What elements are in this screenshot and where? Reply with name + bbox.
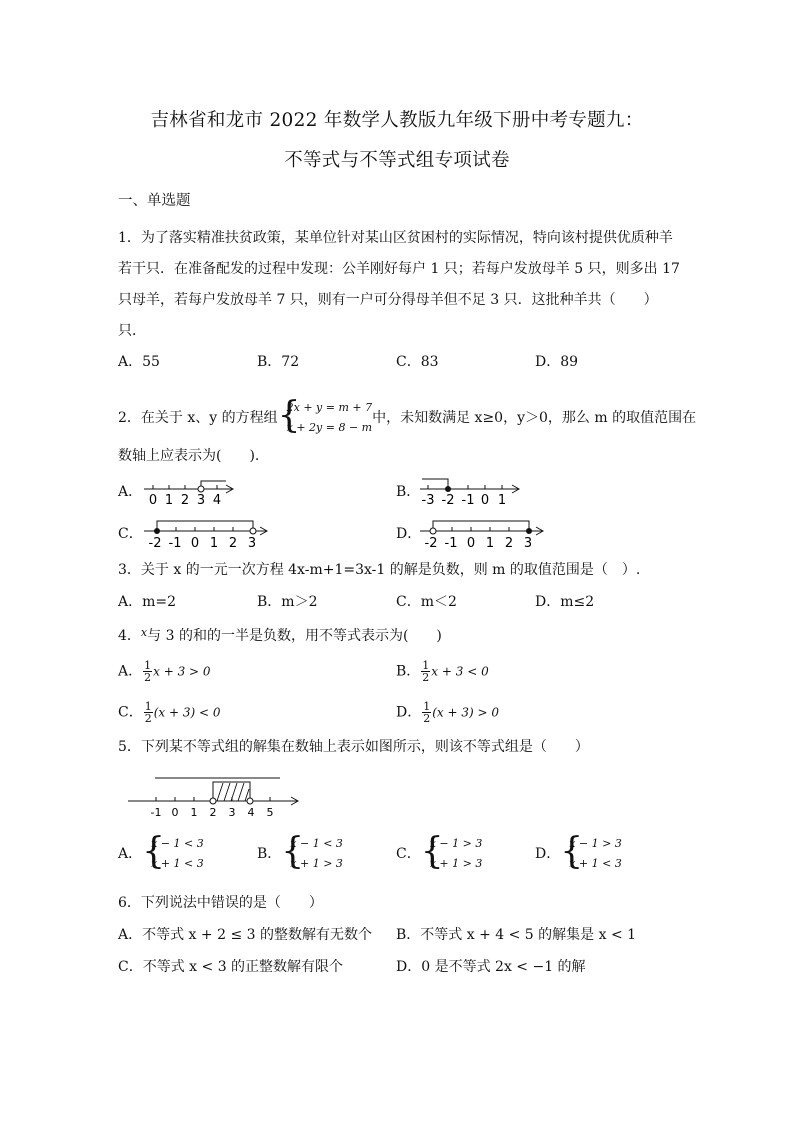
option-label: A． [118,663,143,680]
one-half-fraction [143,660,152,683]
q4-option-b[interactable] [396,660,489,683]
q3-option-a[interactable]: A．m=2 [118,594,177,610]
q2-suffix: 中，未知数满足 x≥0，y＞0，那么 m 的取值范围在 [372,410,697,426]
inequality-row: x + 1 > 3 [290,857,343,870]
q2-option-b-number-line[interactable] [416,474,526,508]
q1-line2: 若干只．在准备配发的过程中发现：公羊刚好每户 1 只；若每户发放母羊 5 只，则多出 17 [118,261,680,277]
q2-eq1: 2x + y = m + 7 [286,401,373,414]
q2-line2: 数轴上应表示为( ). [118,448,260,464]
q5-option-d[interactable] [535,831,622,874]
option-label: C． [118,704,143,721]
q2-option-c-number-line[interactable] [140,514,275,550]
inequality-system [420,831,483,874]
tick-label: -2 [441,493,455,508]
one-half-fraction [421,660,430,683]
q6-option-c[interactable]: C．不等式 x < 3 的正整数解有限个 [118,959,344,975]
expression: (x + 3) > 0 [432,705,500,720]
inequality-row: x − 1 > 3 [569,837,622,850]
inequality-row: x + 1 > 3 [429,857,483,870]
q5-option-b[interactable] [257,831,343,874]
inequality-system [281,831,343,874]
q6-option-b[interactable]: B．不等式 x + 4 < 5 的解集是 x < 1 [396,927,637,943]
left-brace-icon: { [420,831,444,872]
option-label: B． [396,663,421,680]
option-label: C． [396,846,421,862]
tick-label: -1 [461,493,475,508]
inequality-row: x − 1 < 3 [151,837,204,850]
inequality-system [142,831,204,874]
q2-option-d-number-line[interactable] [416,514,551,550]
q2-option-a-number-line[interactable] [140,474,240,508]
q2-line1 [118,395,697,438]
expression: (x + 3) < 0 [153,705,221,720]
q4-number: 4． [118,628,141,644]
page-title-line1: 吉林省和龙市 2022 年数学人教版九年级下册中考专题九： [150,110,644,131]
q5-option-a[interactable] [118,831,204,874]
inequality-system [560,831,622,874]
tick-label: 0 [480,493,490,508]
q4-variable: x [140,626,148,639]
tick-label: -1 [444,536,458,550]
q6-option-a[interactable]: A．不等式 x + 2 ≤ 3 的整数解有无数个 [118,927,372,943]
tick-label: 0 [190,536,200,550]
denominator: 2 [144,671,152,684]
q4-stem [118,623,442,646]
q4-option-c[interactable] [118,701,221,724]
q3-option-c[interactable]: C．m＜2 [396,594,457,610]
section-heading: 一、单选题 [118,193,191,209]
tick-label: 2 [228,536,238,550]
q6-stem: 6．下列说法中错误的是（ ） [118,895,323,911]
tick-label: 1 [497,493,507,508]
left-brace-icon: { [560,831,584,872]
tick-label: -2 [424,536,438,550]
left-brace-icon: { [142,831,166,872]
left-brace-icon: { [281,831,305,872]
expression: x + 3 > 0 [153,664,211,679]
q5-number-line [125,770,310,820]
q2-prefix: 2．在关于 x、y 的方程组 [118,410,278,426]
q2-option-c-label[interactable]: C． [118,526,143,542]
q2-equation-system [277,395,373,438]
numerator: 1 [423,700,431,713]
denominator: 2 [423,712,431,725]
q2-eq2: x + 2y = 8 − m [286,421,373,434]
denominator: 2 [144,712,152,725]
q6-option-d[interactable]: D．0 是不等式 2x < −1 的解 [396,959,586,975]
q3-option-d[interactable]: D．m≤2 [535,594,595,610]
tick-label: 3 [228,806,236,819]
tick-label: 1 [164,493,174,508]
q2-option-a-label[interactable]: A． [118,484,143,500]
denominator: 2 [422,671,430,684]
tick-label: -1 [168,536,182,550]
tick-label: 3 [247,536,257,550]
tick-label: -2 [148,536,162,550]
tick-label: 1 [190,806,198,819]
tick-label: -3 [421,493,435,508]
tick-label: 0 [466,536,476,550]
q4-option-a[interactable] [118,660,211,683]
numerator: 1 [144,659,152,672]
inequality-row: x − 1 < 3 [290,837,343,850]
inequality-row: x + 1 < 3 [151,857,204,870]
option-label: B． [257,846,282,862]
option-label: A． [118,846,143,862]
q3-stem: 3．关于 x 的一元一次方程 4x-m+1=3x-1 的解是负数，则 m 的取值范围是（ ）. [118,562,641,578]
q1-line3: 只母羊，若每户发放母羊 7 只，则有一户可分得母羊但不足 3 只．这批种羊共（ ） [118,292,658,308]
tick-label: 4 [212,493,222,508]
q5-option-c[interactable] [396,831,483,874]
q4-text: 与 3 的和的一半是负数，用不等式表示为( ) [147,628,442,644]
option-label: D． [535,846,561,862]
tick-label: 2 [180,493,190,508]
tick-label: 1 [485,536,495,550]
q1-line4: 只． [118,323,146,339]
q1-option-b[interactable]: B．72 [257,354,300,370]
numerator: 1 [422,659,430,672]
tick-label: 3 [196,493,206,508]
tick-label: 0 [171,806,179,819]
left-brace-icon: { [277,395,301,436]
one-half-fraction [144,701,153,724]
q1-option-d[interactable]: D．89 [535,354,579,370]
q2-option-d-label[interactable]: D． [396,526,422,542]
q4-option-d[interactable] [396,701,499,724]
q1-option-a[interactable]: A．55 [118,354,160,370]
tick-label: 1 [209,536,219,550]
q1-line1: 1．为了落实精准扶贫政策，某单位针对某山区贫困村的实际情况，特向该村提供优质种羊 [118,230,673,246]
inequality-row: x − 1 > 3 [429,837,483,850]
tick-label: -1 [150,806,162,819]
q2-option-b-label[interactable]: B． [396,484,421,500]
tick-label: 2 [504,536,514,550]
tick-label: 4 [247,806,255,819]
option-label: D． [396,704,422,721]
numerator: 1 [144,700,152,713]
tick-label: 0 [148,493,158,508]
inequality-row: x + 1 < 3 [569,857,622,870]
expression: x + 3 < 0 [431,664,489,679]
tick-label: 3 [523,536,533,550]
q1-option-c[interactable]: C．83 [396,354,439,370]
q5-stem: 5．下列某不等式组的解集在数轴上表示如图所示，则该不等式组是（ ） [118,739,589,755]
tick-label: 2 [209,806,217,819]
page-title-line2: 不等式与不等式组专项试卷 [284,150,510,171]
one-half-fraction [422,701,431,724]
q3-option-b[interactable]: B．m＞2 [257,594,318,610]
tick-label: 5 [266,806,274,819]
